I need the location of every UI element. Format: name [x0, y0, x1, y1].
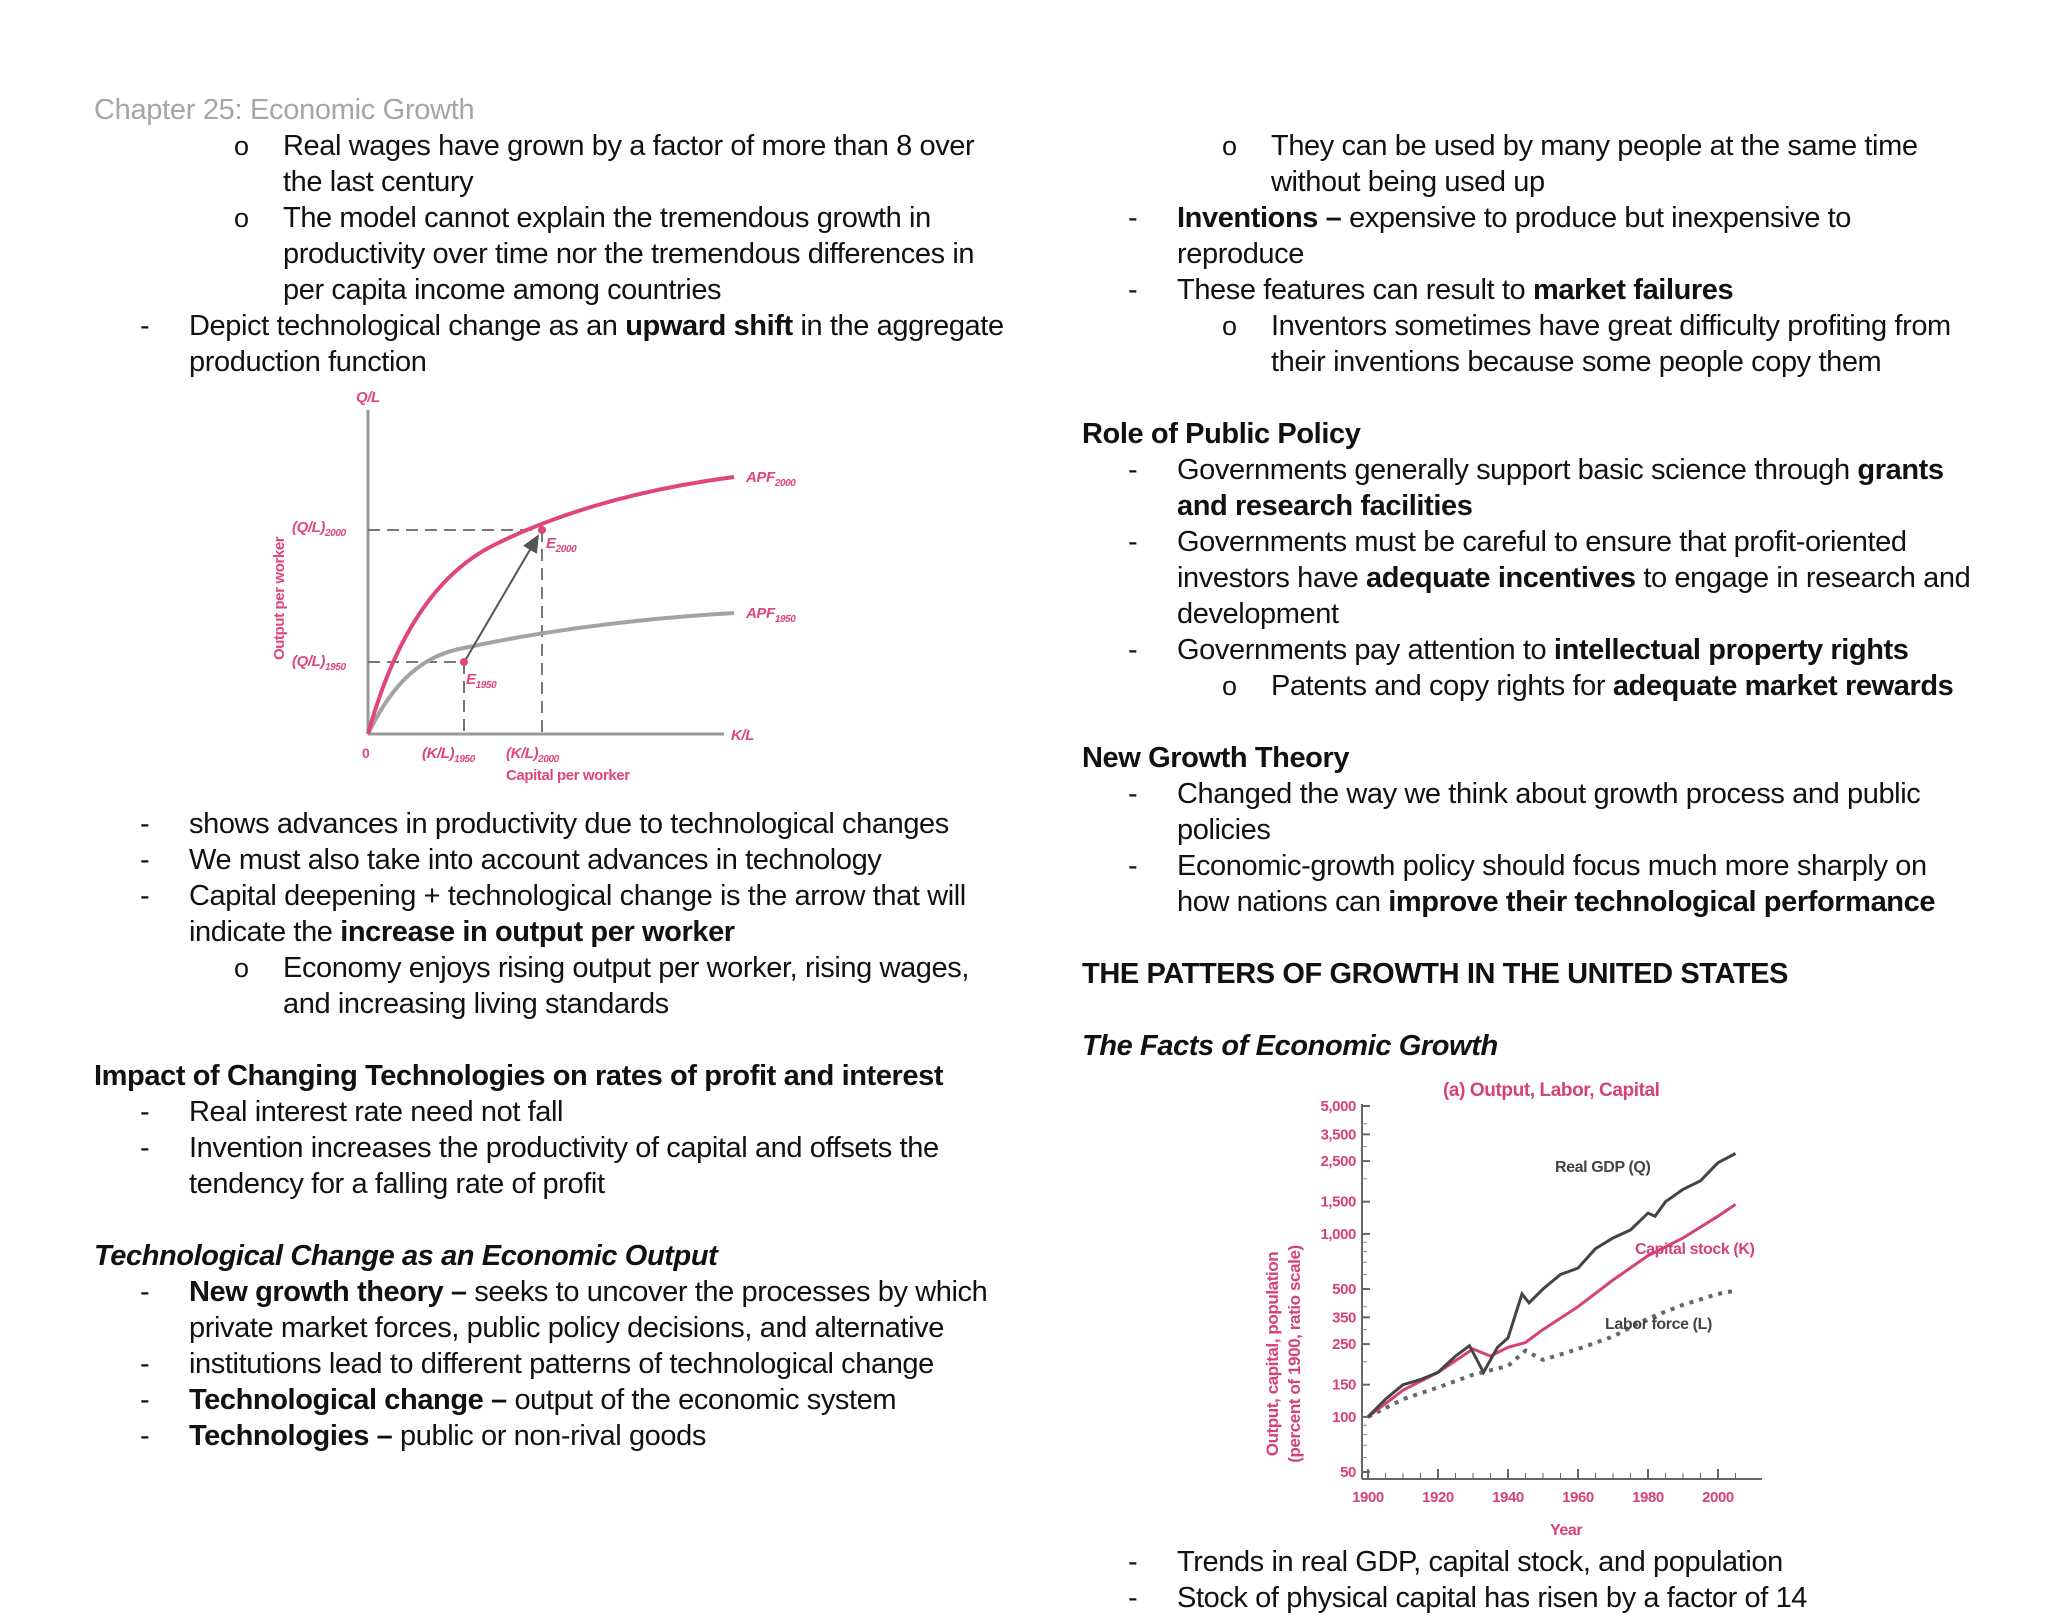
- apf-1950-curve: [368, 613, 734, 734]
- heading-impact: Impact of Changing Technologies on rates of profit and interest: [94, 1060, 944, 1092]
- apf-2000-curve: [368, 477, 734, 734]
- heading-public-policy: Role of Public Policy: [1082, 418, 1361, 450]
- y-axis-title-line2: (percent of 1900, ratio scale): [1285, 1245, 1304, 1463]
- e2000-point: [538, 526, 546, 534]
- bullet-technological-change: - Technological change – output of the economic system: [140, 1384, 897, 1416]
- x-tick-label: 2000: [1702, 1489, 1734, 1506]
- bullet-grants: - Governments generally support basic science through grants and research facilities: [1128, 454, 1944, 522]
- capital-stock-line: [1368, 1204, 1736, 1417]
- y-tick-label: 350: [1332, 1309, 1356, 1327]
- sub-bullet-rising-output: o Economy enjoys rising output per worker, rising wages, and increasing living standards: [234, 952, 970, 1020]
- e2000-label: $E_{2000}$: [546, 535, 577, 555]
- y-tick-label: 500: [1332, 1281, 1356, 1298]
- apf1950-label: $APF_{1950}$: [746, 605, 796, 625]
- y-tick-label: 2,500: [1320, 1153, 1356, 1171]
- y-tick-label: 50: [1340, 1464, 1356, 1481]
- dash-bullet-icon: -: [1128, 202, 1138, 234]
- chart-title: (a) Output, Labor, Capital: [1443, 1080, 1660, 1101]
- production-function-chart: [94, 380, 1004, 806]
- dash-bullet-icon: -: [1128, 1546, 1138, 1578]
- bold-term: Technologies –: [189, 1420, 393, 1452]
- sub-bullet-inventors: o Inventors sometimes have great difficulty profiting from their inventions because some people copy them: [1222, 310, 1951, 378]
- k2000-label: $(K/L)_{2000}$: [506, 745, 559, 765]
- x-axis-title: Capital per worker: [506, 767, 630, 784]
- y2000-label: $(Q/L)_{2000}$: [292, 519, 346, 539]
- x-tick-group: [1352, 1469, 1735, 1506]
- bullet-incentives: - Governments must be careful to ensure that profit-oriented investors have adequate incentives to engage in research and development: [1128, 526, 1971, 630]
- dash-bullet-icon: -: [140, 844, 150, 876]
- kl-axis-label: K/L: [731, 727, 754, 744]
- dash-bullet-icon: -: [1128, 850, 1138, 882]
- bullet-upward-shift: - Depict technological change as an upward shift in the aggregate production function: [140, 310, 1004, 378]
- dash-bullet-icon: -: [140, 880, 150, 912]
- circle-bullet-icon: o: [234, 953, 249, 983]
- bullet-advances-technology: - We must also take into account advances in technology: [140, 844, 882, 876]
- dash-bullet-icon: -: [140, 1384, 150, 1416]
- bold-term: market failures: [1532, 274, 1734, 306]
- y-tick-label: 250: [1332, 1336, 1356, 1354]
- sub-bullet-text: Real wages have grown by a factor of more than 8 over the last century: [283, 130, 975, 198]
- bullet-shows-advances: - shows advances in productivity due to technological changes: [140, 808, 949, 840]
- dash-bullet-icon: -: [140, 808, 150, 840]
- real-gdp-label: Real GDP (Q): [1555, 1159, 1651, 1176]
- y-tick-label: 3,500: [1320, 1126, 1356, 1144]
- dash-bullet-icon: -: [1128, 454, 1138, 486]
- dash-bullet-icon: -: [140, 1420, 150, 1452]
- bullet-growth-policy: - Economic-growth policy should focus much more sharply on how nations can improve their technological performance: [1128, 850, 1936, 918]
- origin-label: 0: [362, 745, 370, 761]
- sub-bullet-non-rival: o They can be used by many people at the same time without being used up: [1222, 130, 1918, 198]
- heading-patterns: THE PATTERS OF GROWTH IN THE UNITED STATES: [1082, 958, 1789, 990]
- bold-term: Technological change –: [189, 1384, 507, 1416]
- bullet-technologies: - Technologies – public or non-rival goods: [140, 1420, 706, 1452]
- bold-term: upward shift: [625, 310, 793, 342]
- heading-new-growth-theory: New Growth Theory: [1082, 742, 1350, 774]
- y-axis-top-label: Q/L: [356, 389, 380, 406]
- x-tick-label: 1960: [1562, 1489, 1594, 1506]
- apf2000-label: $APF_{2000}$: [746, 469, 796, 489]
- dash-bullet-icon: -: [140, 1096, 150, 1128]
- dash-bullet-icon: -: [1128, 778, 1138, 810]
- e1950-label: $E_{1950}$: [466, 671, 497, 691]
- y1950-label: $(Q/L)_{1950}$: [292, 653, 346, 673]
- bullet-inventions: - Inventions – expensive to produce but inexpensive to reproduce: [1128, 202, 1851, 270]
- bold-term: Inventions –: [1177, 202, 1342, 234]
- bold-term: improve their technological performance: [1388, 886, 1936, 918]
- bold-term: adequate incentives: [1366, 562, 1636, 594]
- x-tick-label: 1980: [1632, 1489, 1664, 1506]
- bullet-changed-way: - Changed the way we think about growth process and public policies: [1128, 778, 1921, 846]
- bold-term: increase in output per worker: [340, 916, 735, 948]
- bullet-invention-productivity: - Invention increases the productivity of capital and offsets the tendency for a falling rate of profit: [140, 1132, 939, 1200]
- y-tick-label: 100: [1332, 1408, 1356, 1426]
- k1950-label: $(K/L)_{1950}$: [422, 745, 475, 765]
- growth-trends-figure: [1082, 1064, 1982, 1544]
- labor-force-label: Labor force (L): [1605, 1316, 1712, 1333]
- bold-term: adequate market rewards: [1612, 670, 1954, 702]
- dash-bullet-icon: -: [1128, 526, 1138, 558]
- bullet-institutions: - institutions lead to different patterns of technological change: [140, 1348, 934, 1380]
- bullet-trends: - Trends in real GDP, capital stock, and population: [1128, 1546, 1783, 1578]
- y-tick-label: 5,000: [1320, 1098, 1356, 1115]
- y-tick-label: 1,500: [1320, 1193, 1356, 1211]
- bullet-ip-rights: - Governments pay attention to intellectual property rights: [1128, 634, 1909, 666]
- bullet-capital-deepening: - Capital deepening + technological change is the arrow that will indicate the increase in output per worker: [140, 880, 966, 948]
- bold-term: intellectual property rights: [1553, 634, 1909, 666]
- heading-tech-change: Technological Change as an Economic Output: [94, 1240, 718, 1272]
- y-tick-label: 1,000: [1320, 1225, 1356, 1243]
- sub-bullet-model-limit: [94, 200, 1004, 308]
- heading-facts: The Facts of Economic Growth: [1082, 1030, 1498, 1062]
- circle-bullet-icon: o: [1222, 311, 1237, 341]
- bold-term: New growth theory –: [189, 1276, 467, 1308]
- capital-stock-label: Capital stock (K): [1635, 1241, 1755, 1258]
- dash-bullet-icon: -: [1128, 1582, 1138, 1614]
- dash-bullet-icon: -: [140, 1276, 150, 1308]
- x-tick-label: 1920: [1422, 1489, 1454, 1506]
- x-tick-label: 1900: [1352, 1489, 1384, 1506]
- circle-bullet-icon: o: [1222, 131, 1237, 161]
- sub-bullet-text: The model cannot explain the tremendous growth in productivity over time nor the tremendous differences in per capita income among countries: [283, 202, 975, 306]
- y-tick-label: 150: [1332, 1376, 1356, 1394]
- left-column: [94, 128, 1004, 1454]
- dash-bullet-icon: -: [1128, 274, 1138, 306]
- bullet-real-interest: - Real interest rate need not fall: [140, 1096, 564, 1128]
- bullet-new-growth-theory: - New growth theory – seeks to uncover the processes by which private market forces, public policy decisions, and alternative: [140, 1276, 988, 1344]
- circle-bullet-icon: o: [1222, 671, 1237, 701]
- right-column: [1082, 128, 1982, 1616]
- real-gdp-line: [1368, 1154, 1736, 1417]
- production-function-figure: [94, 380, 1004, 806]
- bold-term: grants and research facilities: [1177, 454, 1944, 522]
- sub-bullet-real-wages: [94, 128, 1004, 200]
- labor-force-line: [1368, 1291, 1736, 1417]
- dash-bullet-icon: -: [140, 1132, 150, 1164]
- circle-bullet-icon: o: [234, 131, 249, 161]
- dash-bullet-icon: -: [1128, 634, 1138, 666]
- bullet-market-failures: - These features can result to market failures: [1128, 274, 1734, 306]
- bullet-capital-factor: - Stock of physical capital has risen by a factor of 14: [1128, 1582, 1808, 1614]
- y-axis-title-line1: Output, capital, population: [1263, 1251, 1282, 1457]
- x-axis-title: Year: [1550, 1522, 1583, 1539]
- y-axis-title: Output per worker: [271, 536, 288, 660]
- e1950-point: [460, 658, 468, 666]
- growth-trends-chart: [1082, 1064, 1982, 1544]
- page-header: Chapter 25: Economic Growth: [94, 94, 475, 126]
- dash-bullet-icon: -: [140, 310, 150, 342]
- sub-bullet-patents: o Patents and copy rights for adequate market rewards: [1222, 670, 1954, 702]
- x-tick-label: 1940: [1492, 1489, 1524, 1506]
- dash-bullet-icon: -: [140, 1348, 150, 1380]
- circle-bullet-icon: o: [234, 203, 249, 233]
